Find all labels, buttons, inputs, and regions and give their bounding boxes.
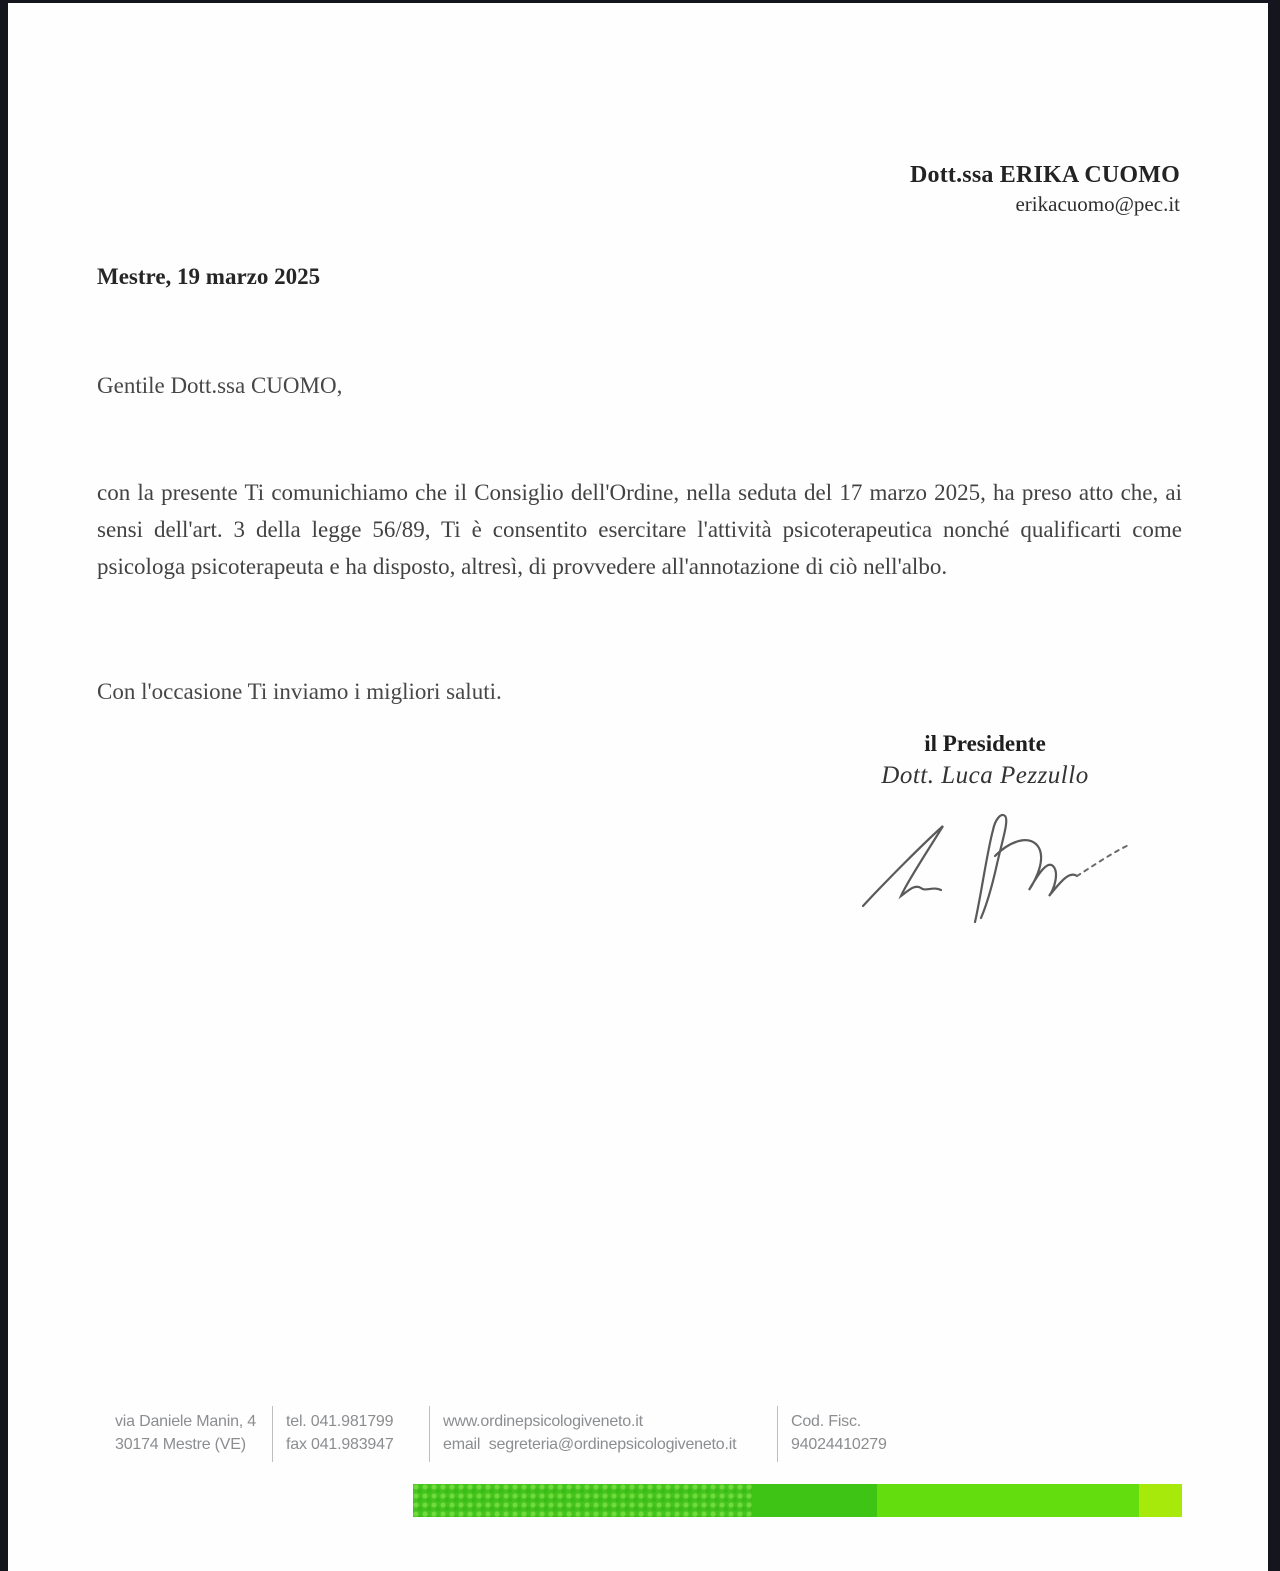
scan-frame-top [0,0,1280,3]
brand-bar-segment-bright [877,1484,1139,1517]
brand-bar-segment-textured [413,1484,752,1517]
footer-brand-bar [413,1484,1182,1517]
scan-frame-left [0,0,8,1571]
body-paragraph: con la presente Ti comunichiamo che il Consiglio dell'Ordine, nella seduta del 17 marzo 2025, ha preso atto che, ai sensi dell'art. 3 della legge 56/89, Ti è consentito esercitare l'attività psicoterapeutica nonché qualificarti come psicologa psicoterapeuta e ha disposto, altresì, di provvedere all'annotazione di ciò nell'albo. [97,480,1182,579]
signature-scribble [855,804,1140,939]
dateline: Mestre, 19 marzo 2025 [97,264,321,289]
brand-bar-segment-green [752,1484,877,1517]
footer-cod-fisc-value: 94024410279 [791,1436,887,1453]
footer-web [429,1406,777,1462]
footer-tel: tel. 041.981799 [286,1413,394,1430]
footer-address-line2: 30174 Mestre (VE) [115,1436,246,1453]
footer-email: email segreteria@ordinepsicologiveneto.it [443,1436,737,1453]
footer-website: www.ordinepsicologiveneto.it [443,1413,643,1430]
closing-paragraph: Con l'occasione Ti inviamo i migliori saluti. [97,679,502,704]
footer-cod-fisc-label: Cod. Fisc. [791,1413,862,1430]
signature-name: Dott. Luca Pezzullo [881,762,1089,789]
footer-address [115,1406,272,1462]
recipient-email: erikacuomo@pec.it [1015,191,1180,216]
footer-address-line1: via Daniele Manin, 4 [115,1413,256,1430]
signature-title: il Presidente [924,731,1046,756]
recipient-block [910,160,1180,218]
brand-bar-segment-yellow [1139,1484,1182,1517]
footer-phone [272,1406,429,1462]
salutation: Gentile Dott.ssa CUOMO, [97,373,343,398]
footer-fax: fax 041.983947 [286,1436,394,1453]
footer-cod-fisc [777,1406,887,1462]
recipient-name: Dott.ssa ERIKA CUOMO [909,162,1180,188]
footer-contact-bar [115,1406,887,1462]
signature-block [830,731,1140,790]
scan-frame-right [1268,0,1280,1571]
